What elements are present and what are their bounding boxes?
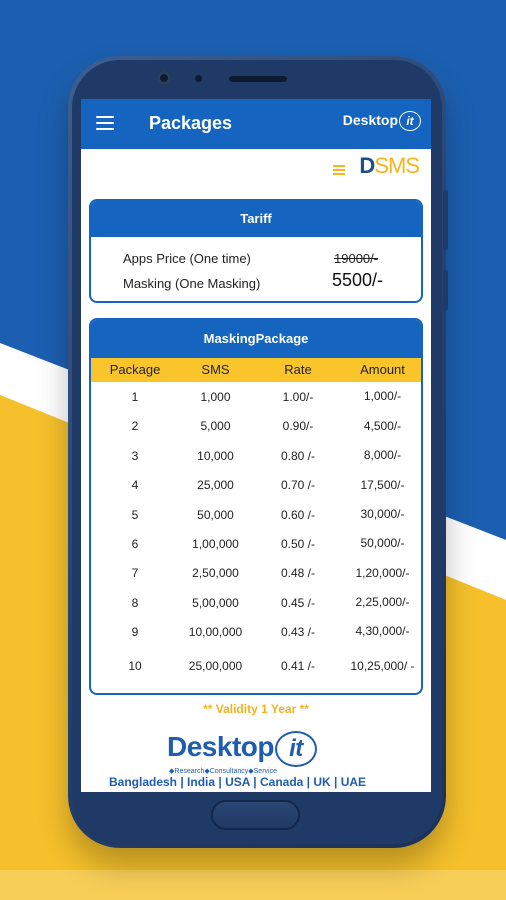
table-body <box>91 382 421 686</box>
cell-rate: 0.50 /- <box>280 536 316 551</box>
cell-package: 9 <box>131 624 139 639</box>
cell-amount: 30,000/- <box>360 507 405 521</box>
footer-brand-text: Desktop <box>167 731 274 762</box>
table-row <box>91 500 421 529</box>
tariff-title: Tariff <box>91 201 421 237</box>
table-row <box>91 470 421 500</box>
cell-package: 8 <box>131 595 139 610</box>
dsms-logo <box>359 153 419 179</box>
dsms-logo-sms: SMS <box>374 153 419 178</box>
table-row <box>91 558 421 588</box>
col-package: Package <box>109 362 161 377</box>
desktop-it-logo <box>343 111 421 131</box>
cell-amount: 10,25,000/ - <box>350 658 415 673</box>
table-row <box>91 588 421 617</box>
col-sms: SMS <box>201 362 230 377</box>
cell-sms: 5,00,000 <box>192 595 239 610</box>
cell-sms: 5,000 <box>200 419 231 433</box>
cell-amount: 2,25,000/- <box>355 595 410 609</box>
cell-amount: 1,20,000/- <box>355 565 410 580</box>
table-row <box>91 529 421 558</box>
cell-sms: 2,50,000 <box>192 566 239 580</box>
table-row <box>91 411 421 441</box>
cell-package: 6 <box>131 536 139 551</box>
cell-rate: 0.41 /- <box>280 659 316 673</box>
apps-price-label: Apps Price (One time) <box>123 251 251 266</box>
hamburger-menu-icon[interactable] <box>96 116 114 130</box>
brand-it: it <box>399 111 421 131</box>
cell-sms: 10,000 <box>197 448 234 463</box>
col-amount: Amount <box>360 362 405 377</box>
cell-rate: 0.48 /- <box>280 566 316 580</box>
cell-sms: 1,00,000 <box>192 536 239 551</box>
page-title: Packages <box>149 113 233 133</box>
cell-package: 1 <box>131 389 139 404</box>
table-header <box>91 358 421 382</box>
cell-rate: 0.80 /- <box>280 448 316 463</box>
app-bar <box>81 99 431 149</box>
cell-rate: 0.45 /- <box>280 595 316 610</box>
cell-rate: 0.60 /- <box>280 507 316 522</box>
table-row <box>91 382 421 411</box>
cell-sms: 25,00,000 <box>188 659 243 673</box>
speed-lines-icon <box>333 165 345 177</box>
cell-package: 10 <box>128 659 142 673</box>
cell-rate: 0.70 /- <box>280 478 316 492</box>
footer-desktop-it-logo <box>167 731 317 767</box>
front-camera-icon <box>157 71 171 85</box>
cell-amount: 8,000/- <box>363 448 402 462</box>
table-row <box>91 617 421 646</box>
volume-button <box>443 190 448 250</box>
speaker-grille <box>229 76 287 82</box>
cell-rate: 0.43 /- <box>280 624 316 639</box>
cell-amount: 50,000/- <box>360 536 405 550</box>
table-row <box>91 441 421 470</box>
tariff-card <box>89 199 423 303</box>
cell-amount: 1,000/- <box>363 389 402 403</box>
table-row <box>91 646 421 686</box>
cell-sms: 10,00,000 <box>188 624 243 639</box>
app-screen <box>81 99 431 792</box>
masking-price: 5500/- <box>332 270 384 290</box>
cell-package: 2 <box>131 419 139 433</box>
masking-price-label: Masking (One Masking) <box>123 276 261 291</box>
cell-amount: 4,30,000/- <box>355 624 410 638</box>
masking-package-title: MaskingPackage <box>91 320 421 358</box>
cell-package: 3 <box>131 448 139 463</box>
masking-package-card <box>89 318 423 695</box>
col-rate: Rate <box>284 362 312 377</box>
footer-brand-it: it <box>275 731 317 767</box>
cell-package: 5 <box>131 507 139 522</box>
cell-sms: 25,000 <box>197 478 234 492</box>
cell-rate: 0.90/- <box>282 419 314 433</box>
validity-note: ** Validity 1 Year ** <box>203 702 309 716</box>
sensor-icon <box>195 75 202 82</box>
cell-amount: 4,500/- <box>363 418 402 433</box>
cell-rate: 1.00/- <box>282 389 314 404</box>
cell-package: 4 <box>131 478 139 492</box>
cell-package: 7 <box>131 566 139 580</box>
brand-text: Desktop <box>342 112 398 128</box>
cell-sms: 50,000 <box>197 507 234 522</box>
footer-tagline: ◆Research◆Consultancy◆Service <box>169 768 277 775</box>
cell-amount: 17,500/- <box>360 477 405 492</box>
footer-countries: Bangladesh | India | USA | Canada | UK | UAE <box>109 775 367 789</box>
power-button <box>443 270 448 310</box>
apps-price-old: 19000/- <box>334 251 379 266</box>
dsms-logo-d: D <box>359 153 375 178</box>
cell-sms: 1,000 <box>200 389 231 404</box>
home-button[interactable] <box>211 800 300 830</box>
